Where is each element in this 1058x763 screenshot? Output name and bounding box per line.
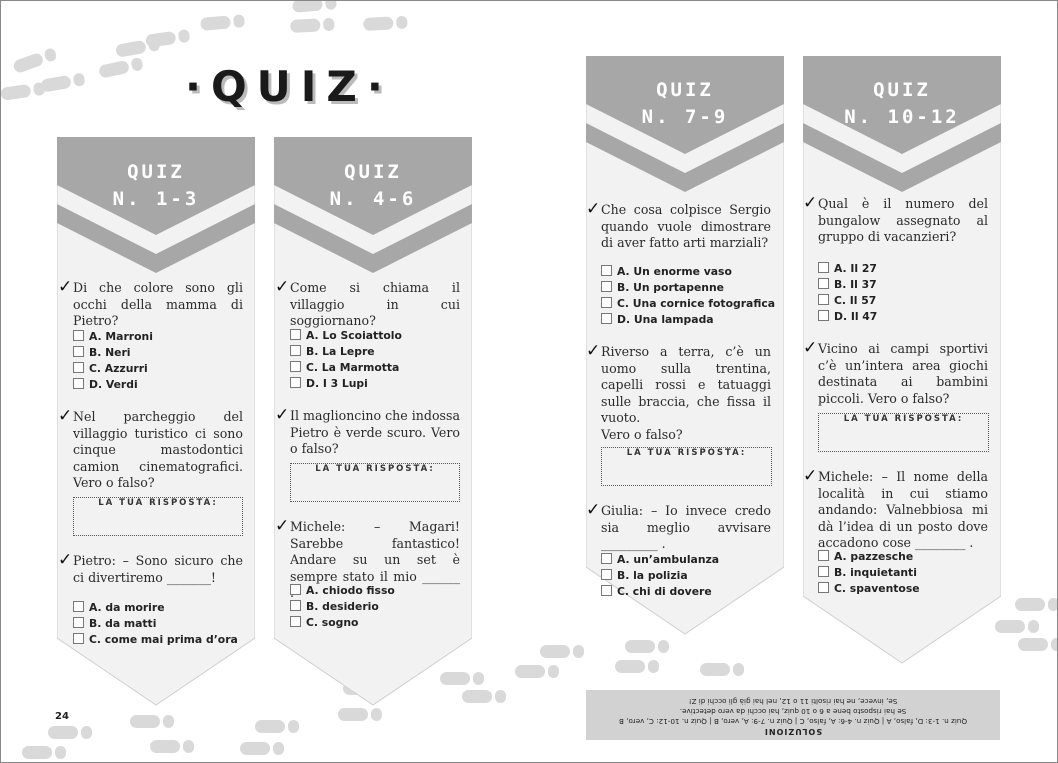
option[interactable]: A. pazzesche — [818, 549, 920, 565]
question: ✓ Pietro: – Sono sicuro che ci divertiremo _______! — [58, 550, 243, 585]
option[interactable]: B. Neri — [73, 345, 153, 361]
option[interactable]: C. La Marmotta — [290, 360, 402, 376]
question: ✓ Di che colore sono gli occhi della mamma di Pietro? — [58, 277, 243, 328]
answer-box[interactable]: LA TUA RISPOSTA: — [818, 413, 989, 452]
answer-box[interactable]: LA TUA RISPOSTA: — [73, 497, 243, 536]
question: ✓ Nel parcheggio del villaggio turistico ci sono cinque mastodontici camion cinematografici. Vero o falso? — [58, 406, 243, 490]
option[interactable]: A. Il 27 — [818, 261, 877, 277]
option[interactable]: A. da morire — [73, 600, 238, 616]
page-title: ·QUIZ· — [185, 62, 393, 111]
quiz-card-heading: QUIZ N. 10-12 — [844, 79, 960, 128]
question: ✓ Il maglioncino che indossa Pietro è verde scuro. Vero o falso? — [275, 405, 460, 456]
option[interactable]: B. Un portapenne — [601, 280, 775, 296]
option[interactable]: C. spaventose — [818, 581, 920, 597]
question: ✓ Vicino ai campi sportivi c’è un’intera area giochi destinata ai bambini piccoli. Vero o falso? — [803, 338, 988, 406]
question: ✓ Che cosa colpisce Sergio quando vuole dimostrare di aver fatto arti marziali? — [586, 199, 771, 250]
option[interactable]: D. Una lampada — [601, 312, 775, 328]
option[interactable]: A. un’ambulanza — [601, 552, 719, 568]
answer-box[interactable]: LA TUA RISPOSTA: — [290, 463, 460, 502]
option[interactable]: C. chi di dovere — [601, 584, 719, 600]
option[interactable]: D. I 3 Lupi — [290, 376, 402, 392]
question: ✓ Michele: – Il nome della località in cui stiamo andando: Valnebbiosa mi dà l’idea di un posto dove accadono cose ________ . — [803, 466, 988, 550]
option[interactable]: A. Un enorme vaso — [601, 264, 775, 280]
option[interactable]: B. da matti — [73, 616, 238, 632]
page-number: 24 — [55, 711, 69, 722]
solutions-text: SOLUZIONI Quiz n. 1-3: D, falso, A | Quiz n. 4-6: A, falso, C | Quiz n. 7-9: A, vero, B | Quiz n. 10-12: C, vero, B Se hai risposto bene a 6 o 10 quiz, hai occhi da vero detective. Se, invece, ne hai risolti 11 o 12, nel hai già gli occhi di Z! — [618, 697, 968, 736]
option[interactable]: B. desiderio — [290, 599, 395, 615]
option[interactable]: C. Azzurri — [73, 361, 153, 377]
option[interactable]: C. come mai prima d’ora — [73, 632, 238, 648]
question: ✓ Riverso a terra, c’è un uomo sulla trentina, capelli rossi e tatuaggi sulle braccia, che fissa il vuoto. Vero o falso? — [586, 341, 771, 442]
option[interactable]: B. Il 37 — [818, 277, 877, 293]
quiz-card-heading: QUIZ N. 4-6 — [329, 161, 417, 210]
option[interactable]: B. la polizia — [601, 568, 719, 584]
option[interactable]: B. inquietanti — [818, 565, 920, 581]
option[interactable]: A. Marroni — [73, 329, 153, 345]
option[interactable]: C. Il 57 — [818, 293, 877, 309]
option[interactable]: A. chiodo fisso — [290, 583, 395, 599]
question: ✓ Qual è il numero del bungalow assegnato al gruppo di vacanzieri? — [803, 193, 988, 244]
answer-box[interactable]: LA TUA RISPOSTA: — [601, 447, 772, 486]
quiz-card-heading: QUIZ N. 7-9 — [641, 79, 729, 128]
quiz-card-heading: QUIZ N. 1-3 — [112, 161, 200, 210]
question: ✓ Giulia: – Io invece credo sia meglio avvisare _________ . — [586, 500, 771, 551]
option[interactable]: B. La Lepre — [290, 344, 402, 360]
option[interactable]: C. Una cornice fotografica — [601, 296, 775, 312]
question: ✓ Come si chiama il villaggio in cui soggiornano? — [275, 277, 460, 328]
option[interactable]: D. Il 47 — [818, 309, 877, 325]
question: ✓ Michele: – Magari! Sarebbe fantastico! Andare su un set è sempre stato il mio ______ — [275, 516, 460, 584]
option[interactable]: C. sogno — [290, 615, 395, 631]
option[interactable]: A. Lo Scoiattolo — [290, 328, 402, 344]
option[interactable]: D. Verdi — [73, 377, 153, 393]
